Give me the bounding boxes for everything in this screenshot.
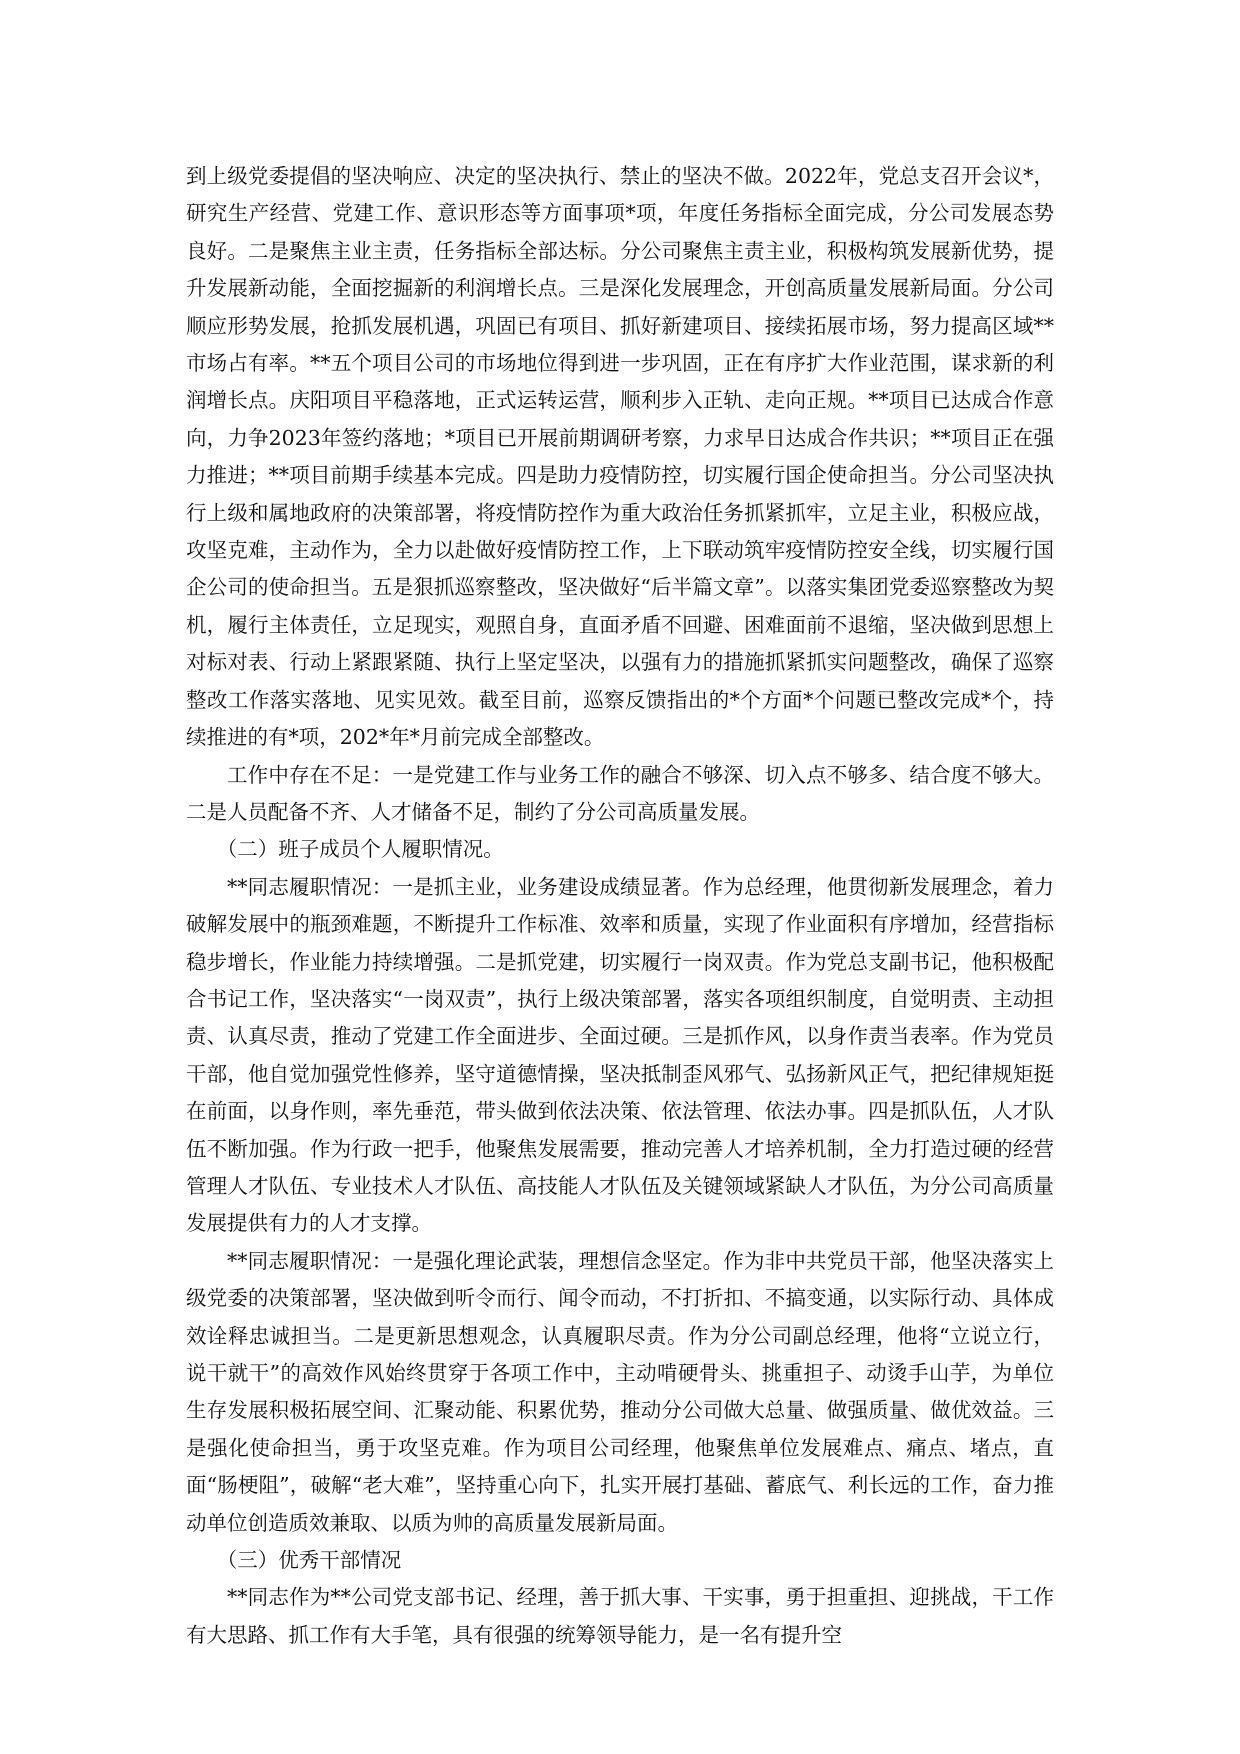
paragraph-continuation: 到上级党委提倡的坚决响应、决定的坚决执行、禁止的坚决不做。2022年，党总支召开会议*，研究生产经营、党建工作、意识形态等方面事项*项，年度任务指标全面完成，分公司发展态势良好。二是聚焦主业主责，任务指标全部达标。分公司聚焦主责主业，积极构筑发展新优势，提升发展新动能，全面挖掘新的利润增长点。三是深化发展理念，开创高质量发展新局面。分公司顺应形势发展，抢抓发展机遇，巩固已有项目、抓好新建项目、接续拓展市场，努力提高区域**市场占有率。**五个项目公司的市场地位得到进一步巩固，正在有序扩大作业范围，谋求新的利润增长点。庆阳项目平稳落地，正式运转运营，顺利步入正轨、走向正规。**项目已达成合作意向，力争2023年签约落地；*项目已开展前期调研考察，力求早日达成合作共识；**项目正在强力推进；**项目前期手续基本完成。四是助力疫情防控，切实履行国企使命担当。分公司坚决执行上级和属地政府的决策部署，将疫情防控作为重大政治任务抓紧抓牢，立足主业，积极应战，攻坚克难，主动作为，全力以赴做好疫情防控工作，上下联动筑牢疫情防控安全线，切实履行国企公司的使命担当。五是狠抓巡察整改，坚决做好“后半篇文章”。以落实集团党委巡察整改为契机，履行主体责任，立足现实，观照自身，直面矛盾不回避、困难面前不退缩，坚决做到思想上对标对表、行动上紧跟紧随、执行上坚定坚决，以强有力的措施抓紧抓实问题整改，确保了巡察整改工作落实落地、见实见效。截至目前，巡察反馈指出的*个方面*个问题已整改完成*个，持续推进的有*项，202*年*月前完成全部整改。 <box>186 164 1054 750</box>
section-heading-excellent-cadres: （三）优秀干部情况 <box>216 1548 402 1573</box>
paragraph-member-1: **同志履职情况：一是抓主业，业务建设成绩显著。作为总经理，他贯彻新发展理念，着力破解发展中的瓶颈难题，不断提升工作标准、效率和质量，实现了作业面积有序增加，经营指标稳步增长，作业能力持续增强。二是抓党建，切实履行一岗双责。作为党总支副书记，他积极配合书记工作，坚决落实“一岗双责”，执行上级决策部署，落实各项组织制度，自觉明责、主动担责、认真尽责，推动了党建工作全面进步、全面过硬。三是抓作风，以身作责当表率。作为党员干部，他自觉加强党性修养，坚守道德情操，坚决抵制歪风邪气、弘扬新风正气，把纪律规矩挺在前面，以身作则，率先垂范，带头做到依法决策、依法管理、依法办事。四是抓队伍，人才队伍不断加强。作为行政一把手，他聚焦发展需要，推动完善人才培养机制，全力打造过硬的经营管理人才队伍、专业技术人才队伍、高技能人才队伍及关键领域紧缺人才队伍，为分公司高质量发展提供有力的人才支撑。 <box>186 874 1054 1236</box>
paragraph-excellent-cadre: **同志作为**公司党支部书记、经理，善于抓大事、干实事，勇于担重担、迎挑战，干工作有大思路、抓工作有大手笔，具有很强的统筹领导能力，是一名有提升空 <box>186 1585 1054 1647</box>
document-page <box>186 158 1054 1654</box>
paragraph-shortcomings: 工作中存在不足：一是党建工作与业务工作的融合不够深、切入点不够多、结合度不够大。二是人员配备不齐、人才储备不足，制约了分公司高质量发展。 <box>186 762 1054 824</box>
paragraph-member-2: **同志履职情况：一是强化理论武装，理想信念坚定。作为非中共党员干部，他坚决落实上级党委的决策部署，坚决做到听令而行、闻令而动，不打折扣、不搞变通，以实际行动、具体成效诠释忠诚担当。二是更新思想观念，认真履职尽责。作为分公司副总经理，他将“立说立行，说干就干”的高效作风始终贯穿于各项工作中，主动啃硬骨头、挑重担子、动烫手山芋，为单位生存发展积极拓展空间、汇聚动能、积累优势，推动分公司做大总量、做强质量、做优效益。三是强化使命担当，勇于攻坚克难。作为项目公司经理，他聚焦单位发展难点、痛点、堵点，直面“肠梗阻”，破解“老大难”，坚持重心向下，扎实开展打基础、蓄底气、利长远的工作，奋力推动单位创造质效兼取、以质为帅的高质量发展新局面。 <box>186 1248 1054 1535</box>
section-heading-team-members: （二）班子成员个人履职情况。 <box>216 837 504 862</box>
